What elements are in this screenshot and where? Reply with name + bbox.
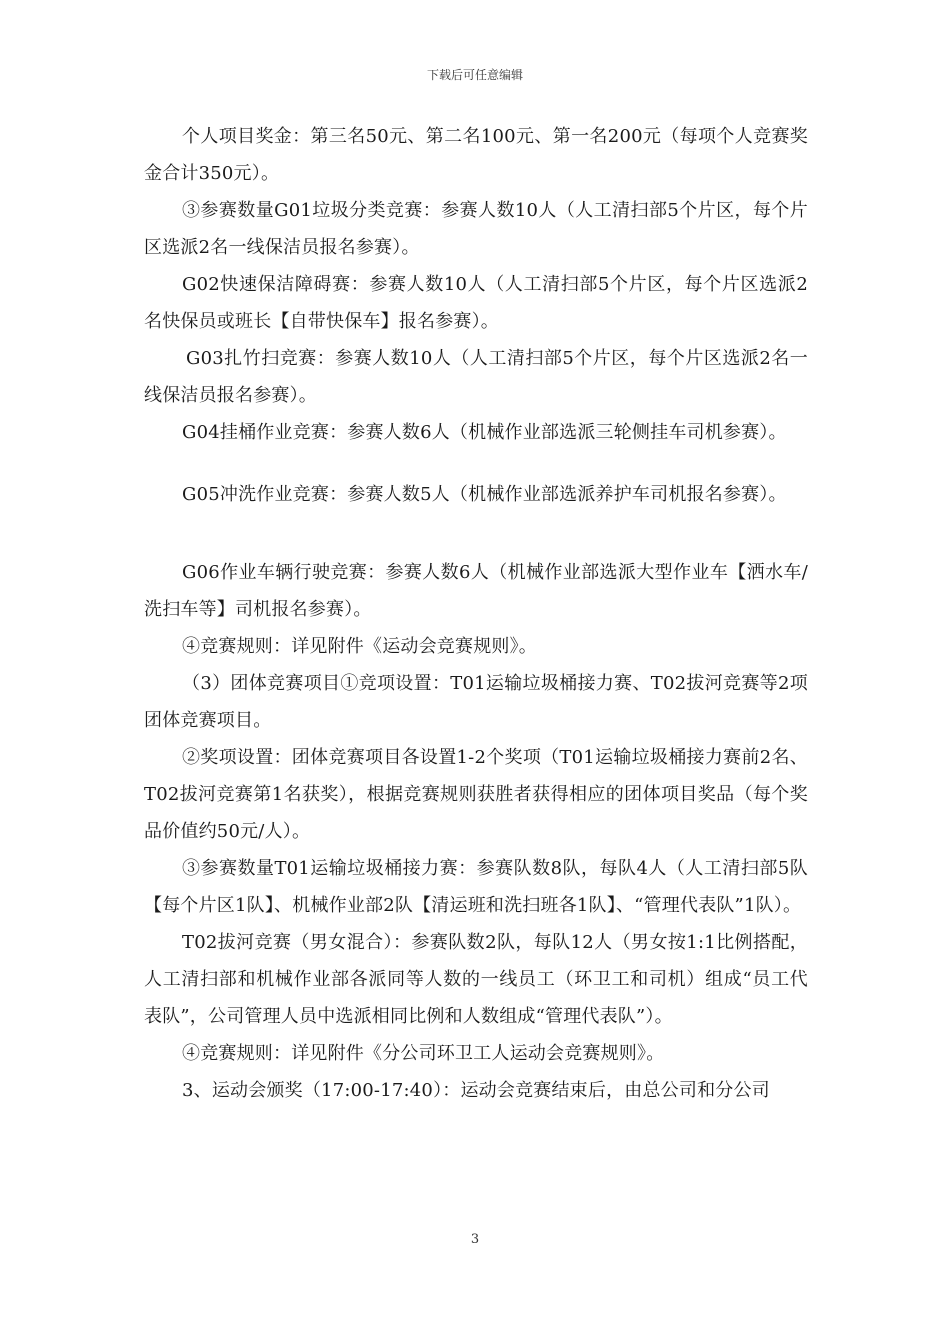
paragraph: G03扎竹扫竞赛：参赛人数10人（人工清扫部5个片区，每个片区选派2名一线保洁员报名参赛）。: [144, 348, 808, 406]
page-number: 3: [470, 1232, 480, 1247]
page-header: 下载后可任意编辑: [426, 68, 523, 82]
paragraph: G05冲洗作业竞赛：参赛人数5人（机械作业部选派养护车司机报名参赛）。: [182, 484, 787, 505]
paragraph: G02快速保洁障碍赛：参赛人数10人（人工清扫部5个片区，每个片区选派2名快保员或班长【自带快保车】报名参赛）。: [144, 274, 808, 332]
paragraph: G06作业车辆行驶竞赛：参赛人数6人（机械作业部选派大型作业车【洒水车/洗扫车等】司机报名参赛）。: [144, 562, 808, 620]
paragraph: ④竞赛规则：详见附件《运动会竞赛规则》。: [182, 636, 537, 657]
paragraph: T02拔河竞赛（男女混合）：参赛队数2队，每队12人（男女按1:1比例搭配，人工清扫部和机械作业部各派同等人数的一线员工（环卫工和司机）组成“员工代表队”，公司管理人员中选派相同比例和人数组成“管理代表队”）。: [144, 932, 808, 1027]
paragraph: G04挂桶作业竞赛：参赛人数6人（机械作业部选派三轮侧挂车司机参赛）。: [182, 422, 787, 443]
paragraph: ④竞赛规则：详见附件《分公司环卫工人运动会竞赛规则》。: [182, 1043, 665, 1064]
paragraph: 3、运动会颁奖（17:00-17:40）：运动会竞赛结束后，由总公司和分公司: [182, 1080, 770, 1101]
paragraph: 个人项目奖金：第三名50元、第二名100元、第一名200元（每项个人竞赛奖金合计350元）。: [144, 126, 808, 184]
paragraph: ②奖项设置：团体竞赛项目各设置1-2个奖项（T01运输垃圾桶接力赛前2名、T02拔河竞赛第1名获奖），根据竞赛规则获胜者获得相应的团体项目奖品（每个奖品价值约50元/人）。: [144, 747, 808, 842]
document-body: [144, 118, 808, 1109]
paragraph: ③参赛数量T01运输垃圾桶接力赛：参赛队数8队，每队4人（人工清扫部5队【每个片区1队】、机械作业部2队【清运班和洗扫班各1队】、“管理代表队”1队）。: [144, 858, 808, 916]
paragraph: （3）团体竞赛项目①竞项设置：T01运输垃圾桶接力赛、T02拔河竞赛等2项团体竞赛项目。: [144, 673, 808, 731]
paragraph: ③参赛数量G01垃圾分类竞赛：参赛人数10人（人工清扫部5个片区，每个片区选派2名一线保洁员报名参赛）。: [144, 200, 808, 258]
